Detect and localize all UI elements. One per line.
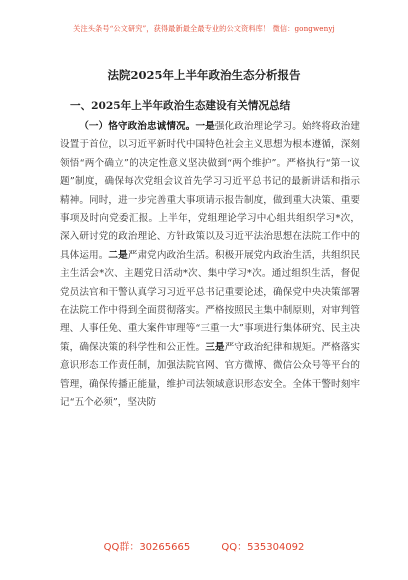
point-text-1: 强化政治理论学习。始终将政治建设置于首位，以习近平新时代中国特色社会主义思想为根本遵循，深刻领悟“两个确立”的决定性意义坚决做到“两个维护”。严格执行“第一议题”制度，确保每次党组会议首先学习习近平总书记的最新讲话和指示精神。同时，进一步完善重大事项请示报告制度，做到重大决策、重要事项及时向党委汇报。上半年，党组理论学习中心组共组织学习*次，深入研讨党的政治理论、方针政策以及习近平法治思想在法院工作中的具体运用。 [60,121,361,261]
qq-number: QQ：535304092 [221,542,305,553]
body-paragraph [60,118,360,413]
qq-group: QQ群：30265665 [103,542,191,553]
point-lead-3: 三是 [205,341,225,353]
footer-contact [0,538,408,553]
section-heading: 一、2025年上半年政治生态建设有关情况总结 [70,100,291,112]
point-text-2: 严肃党内政治生活。积极开展党内政治生活，共组织民主生活会*次、主题党日活动*次、集中学习*次。通过组织生活，督促党员法官和干警认真学习习近平总书记重要论述，确保党中央决策部署在法院工作中得到全面贯彻落实。严格按照民主集中制原则，对审判管理、人事任免、重大案件审理等“三重一大”事项进行集体研究、民主决策，确保决策的科学性和公正性。 [60,249,361,353]
point-text-3: 严守政治纪律和规矩。严格落实意识形态工作责任制，加强法院官网、官方微博、微信公众号等平台的管理，确保传播正能量，维护司法领域意识形态安全。全体干警时刻牢记“五个必须”，坚决防 [60,341,361,409]
point-lead-2: 二是 [108,249,128,261]
point-lead-1: 一是 [195,121,215,132]
subsection-label: （一）恪守政治忠诚情况。 [79,121,196,132]
promo-banner: 关注头条号“公文研究”，获得最新最全最专业的公文资料库！ 微信：gongwenyj [73,24,335,33]
document-title: 法院2025年上半年政治生态分析报告 [107,68,301,82]
